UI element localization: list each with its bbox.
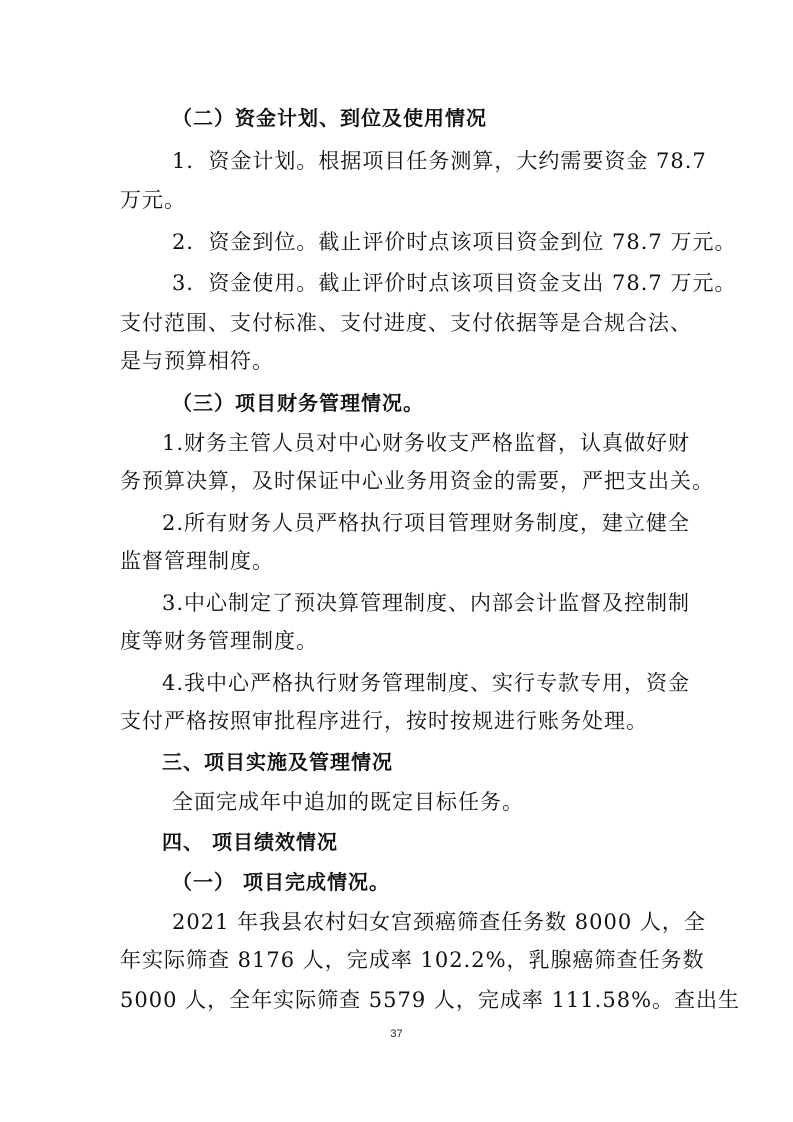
paragraph-line: 3．资金使用。截止评价时点该项目资金支出 78.7 万元。 bbox=[172, 271, 737, 295]
paragraph-line: 2．资金到位。截止评价时点该项目资金到位 78.7 万元。 bbox=[172, 230, 737, 254]
section-heading-implementation: 三、项目实施及管理情况 bbox=[162, 750, 393, 774]
paragraph-line: 务预算决算，及时保证中心业务用资金的需要，严把支出关。 bbox=[120, 469, 714, 493]
paragraph-line: 度等财务管理制度。 bbox=[120, 629, 318, 653]
subsection-heading-completion: （一） 项目完成情况。 bbox=[172, 870, 390, 894]
paragraph-line: 全面完成年中追加的既定目标任务。 bbox=[172, 790, 524, 814]
paragraph-line: 支付严格按照审批程序进行，按时按规进行账务处理。 bbox=[120, 709, 648, 733]
paragraph-line: 4.我中心严格执行财务管理制度、实行专款专用，资金 bbox=[162, 671, 691, 695]
paragraph-line: 1．资金计划。根据项目任务测算，大约需要资金 78.7 bbox=[172, 149, 707, 173]
paragraph-line: 2021 年我县农村妇女宫颈癌筛查任务数 8000 人，全 bbox=[172, 910, 706, 934]
paragraph-line: 1.财务主管人员对中心财务收支严格监督，认真做好财 bbox=[162, 431, 691, 455]
paragraph-line: 支付范围、支付标准、支付进度、支付依据等是合规合法、 bbox=[120, 311, 692, 335]
section-heading-performance: 四、 项目绩效情况 bbox=[162, 830, 338, 854]
paragraph-line: 5000 人，全年实际筛查 5579 人，完成率 111.58%。查出生 bbox=[120, 988, 741, 1012]
paragraph-line: 年实际筛查 8176 人，完成率 102.2%，乳腺癌筛查任务数 bbox=[120, 948, 705, 972]
section-heading-funds: （二）资金计划、到位及使用情况 bbox=[172, 106, 487, 130]
paragraph-line: 监督管理制度。 bbox=[120, 549, 274, 573]
paragraph-line: 3.中心制定了预决算管理制度、内部会计监督及控制制 bbox=[162, 591, 691, 615]
paragraph-line: 是与预算相符。 bbox=[120, 349, 274, 373]
paragraph-line: 2.所有财务人员严格执行项目管理财务制度，建立健全 bbox=[162, 511, 691, 535]
section-heading-finance: （三）项目财务管理情况。 bbox=[172, 391, 424, 415]
paragraph-line: 万元。 bbox=[120, 188, 186, 212]
page-number: 37 bbox=[390, 1028, 403, 1040]
